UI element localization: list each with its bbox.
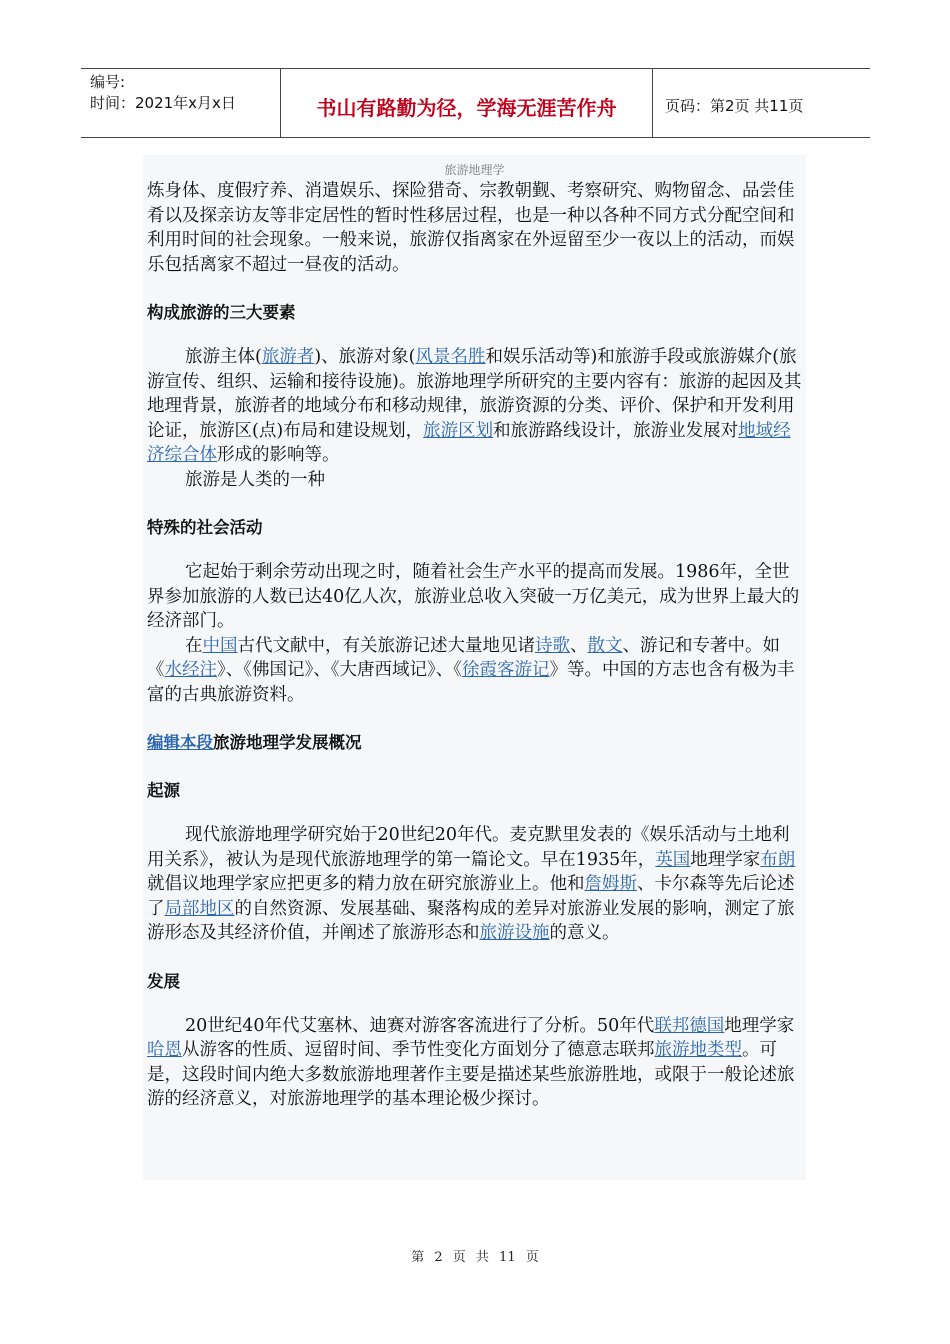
- page-footer: 第 2 页 共 11 页: [411, 1250, 539, 1265]
- heading-three-elements: 构成旅游的三大要素: [147, 303, 296, 322]
- text: 地理学家: [690, 849, 761, 870]
- link-scenic-spots[interactable]: 风景名胜: [415, 347, 486, 367]
- edit-section-link[interactable]: 编辑本段: [147, 733, 213, 752]
- heading-overview: [147, 731, 802, 755]
- link-tourism-facilities[interactable]: 旅游设施: [479, 923, 550, 943]
- text: 和旅游路线设计，旅游业发展对: [493, 420, 739, 441]
- text: 》等。中国的方志也含有极为丰富的古典旅游资料。: [147, 660, 795, 705]
- text: 在: [185, 635, 203, 656]
- header-motto: 书山有路勤为径，学海无涯苦作舟: [281, 69, 653, 137]
- paragraph-7: [147, 1014, 802, 1112]
- link-destination-types[interactable]: 旅游地类型: [654, 1040, 742, 1060]
- text: 和娱乐活动等)和旅游手段或旅游媒介(旅游宣传、组织、运输和接待设施)。旅游地理学所研究的主要内容有：旅游的起因及其地理背景，旅游者的地域分布和移动规律，旅游资源的分类、评价、保护和开发利用论证，旅游区(点)布局和建设规划，: [147, 347, 802, 441]
- link-local-area[interactable]: 局部地区: [164, 898, 235, 919]
- text: 旅游主体(: [185, 347, 262, 367]
- page-content: [143, 155, 806, 1180]
- link-poetry[interactable]: 诗歌: [535, 635, 570, 656]
- text: 从游客的性质、逗留时间、季节性变化方面划分了德意志联邦: [182, 1040, 655, 1060]
- link-regional-economy[interactable]: 地域经济综合体: [147, 420, 791, 465]
- link-hahn[interactable]: 哈恩: [147, 1040, 182, 1060]
- paragraph-2: [147, 345, 802, 468]
- link-tourism-zoning[interactable]: 旅游区划: [423, 420, 494, 441]
- link-shuijingzhu[interactable]: 水经注: [164, 660, 217, 680]
- link-brown[interactable]: 布朗: [760, 849, 796, 870]
- text: 地理学家: [724, 1015, 795, 1036]
- paragraph-1: 炼身体、度假疗养、消遣娱乐、探险猎奇、宗教朝觐、考察研究、购物留念、品尝佳肴以及探亲访友等非定居性的暂时性移居过程，也是一种以各种不同方式分配空间和利用时间的社会现象。一般来说，旅游仅指离家在外逗留至少一夜以上的活动，而娱乐包括离家不超过一昼夜的活动。: [147, 181, 795, 275]
- text: 的自然资源、发展基础、聚落构成的差异对旅游业发展的影响，测定了旅游形态及其经济价值，并阐述了旅游形态和: [147, 898, 795, 943]
- paragraph-5: [147, 634, 802, 708]
- text: 》、《佛国记》、《大唐西域记》、《: [217, 660, 462, 680]
- header-page-info: 页码：第2页 共11页: [665, 96, 804, 115]
- heading-special-activity: 特殊的社会活动: [147, 518, 263, 537]
- number-label: 编号:: [90, 73, 126, 91]
- link-west-germany[interactable]: 联邦德国: [654, 1015, 725, 1036]
- text: 古代文献中，有关旅游记述大量地见诸: [237, 635, 535, 656]
- text: )、旅游对象(: [314, 347, 416, 367]
- text: 、: [570, 635, 588, 656]
- link-james[interactable]: 詹姆斯: [584, 874, 637, 894]
- header-meta: [81, 69, 281, 137]
- document-header: [81, 68, 870, 138]
- paragraph-6: [147, 823, 802, 946]
- link-xu-xiake[interactable]: 徐霞客游记: [462, 660, 550, 680]
- text: 形成的影响等。: [217, 445, 340, 465]
- paragraph-4: 它起始于剩余劳动出现之时，随着社会生产水平的提高而发展。1986年，全世界参加旅游的人数已达40亿人次，旅游业总收入突破一万亿美元，成为世界上最大的经济部门。: [147, 562, 800, 631]
- text: 就倡议地理学家应把更多的精力放在研究旅游业上。他和: [147, 874, 585, 894]
- text: 现代旅游地理学研究始于20世纪20年代。麦克默里发表的《娱乐活动与土地利用关系》，被认为是现代旅游地理学的第一篇论文。早在1935年，: [147, 825, 790, 870]
- heading-development: 发展: [147, 971, 180, 991]
- text: 20世纪40年代艾塞林、迪赛对游客客流进行了分析。50年代: [185, 1015, 655, 1036]
- text: 、卡尔森等先后论述了: [147, 874, 795, 919]
- heading-origin: 起源: [147, 781, 180, 800]
- running-head: 旅游地理学: [444, 163, 505, 177]
- text: 的意义。: [549, 923, 620, 943]
- link-china[interactable]: 中国: [202, 635, 238, 656]
- link-tourist[interactable]: 旅游者: [261, 347, 315, 367]
- link-prose[interactable]: 散文: [587, 635, 623, 656]
- heading-overview-title: 旅游地理学发展概况: [213, 733, 362, 752]
- text: 。可是，这段时间内绝大多数旅游地理著作主要是描述某些旅游胜地，或限于一般论述旅游的经济意义，对旅游地理学的基本理论极少探讨。: [147, 1040, 795, 1109]
- text: 、游记和专著中。如《: [147, 635, 780, 680]
- time-label: 时间：2021年x月x日: [90, 94, 236, 112]
- paragraph-3: 旅游是人类的一种: [185, 469, 325, 490]
- link-uk[interactable]: 英国: [655, 849, 691, 870]
